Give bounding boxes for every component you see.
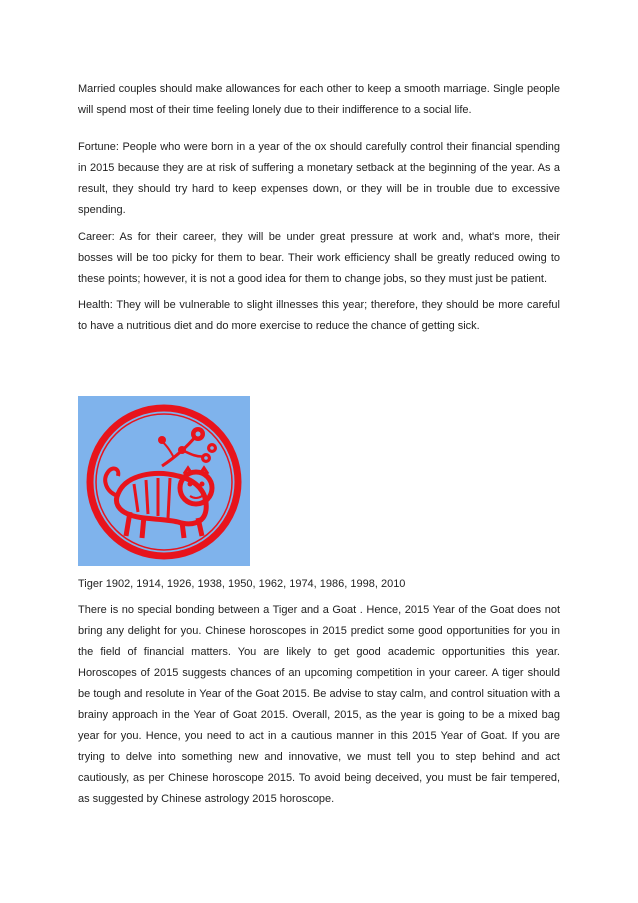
paragraph-marriage: Married couples should make allowances for each other to keep a smooth marriage. Single people will spend most of their time feeling lonely due to their indifference to a social life. (78, 83, 560, 116)
paragraph-career: Career: As for their career, they will be under great pressure at work and, what's more, their bosses will be too picky for them to bear. Their work efficiency shall be greatly reduced owing to these points; however, it is not a good idea for them to change jobs, so they must just be patient. (78, 231, 560, 285)
paragraph-fortune: Fortune: People who were born in a year of the ox should carefully control their financial spending in 2015 because they are at risk of suffering a monetary setback at the beginning of the year. As a result, they should try hard to keep expenses down, or they will be in trouble due to excessive spending. (78, 141, 560, 216)
paragraph-health: Health: They will be vulnerable to slight illnesses this year; therefore, they should be more careful to have a nutritious diet and do more exercise to reduce the chance of getting sick. (78, 299, 560, 332)
paragraph-tiger-horoscope: There is no special bonding between a Tiger and a Goat . Hence, 2015 Year of the Goat does not bring any delight for you. Chinese horoscopes in 2015 predict some good opportunities for you in the field of financial matters. You are likely to get good academic opportunities this year. Horoscopes of 2015 suggests chances of an upcoming competition in your career. A tiger should be tough and resolute in Year of the Goat 2015. Be advise to stay calm, and control situation with a brainy approach in the Year of Goat 2015. Overall, 2015, as the year is going to be a mixed bag year for you. Hence, you need to act in a cautious manner in this 2015 Year of Goat. If you are trying to delve into something new and innovative, we must tell you to step behind and act cautiously, as per Chinese horoscope 2015. To avoid being deceived, you must be fair tempered, as suggested by Chinese astrology 2015 horoscope. (78, 604, 560, 805)
tiger-papercut-icon (78, 396, 250, 566)
tiger-papercut-image (78, 396, 250, 566)
tiger-years-caption: Tiger 1902, 1914, 1926, 1938, 1950, 1962, 1974, 1986, 1998, 2010 (78, 578, 406, 590)
